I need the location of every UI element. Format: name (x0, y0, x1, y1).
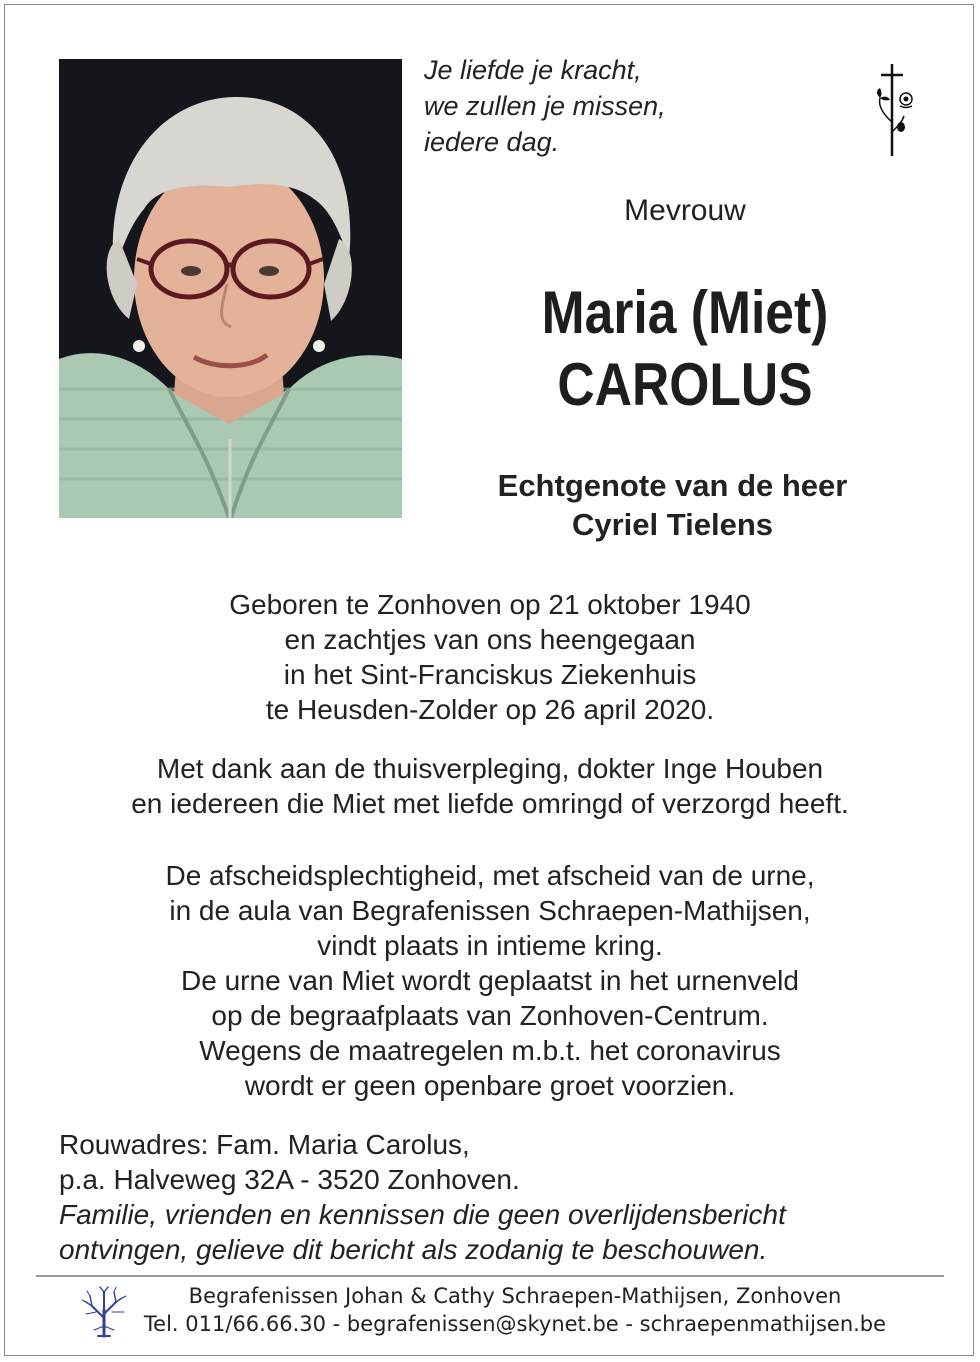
cross-with-flower-icon (868, 62, 918, 158)
bio-line: Geboren te Zonhoven op 21 oktober 1940 (229, 589, 751, 620)
quote-line: we zullen je missen, (424, 91, 666, 121)
ceremony-line: De afscheidsplechtigheid, met afscheid van de urne, (165, 860, 815, 891)
spouse-line: Echtgenote van de heer (497, 468, 848, 503)
bio-line: in het Sint-Franciskus Ziekenhuis (283, 659, 697, 690)
footer-divider (36, 1275, 944, 1277)
spouse-name: Cyriel Tielens (571, 507, 774, 542)
quote-line: iedere dag. (424, 127, 560, 157)
notice-note: ontvingen, gelieve dit bericht als zodanig te beschouwen. (59, 1234, 768, 1265)
deceased-last-name: CAROLUS (557, 351, 813, 418)
deceased-first-name: Maria (Miet) (541, 279, 829, 346)
bio-line: en zachtjes van ons heengegaan (284, 624, 696, 655)
address-line: Rouwadres: Fam. Maria Carolus, (59, 1129, 470, 1160)
tree-icon (80, 1284, 128, 1338)
thanks-paragraph (0, 751, 980, 821)
thanks-line: Met dank aan de thuisverpleging, dokter Inge Houben (156, 753, 824, 784)
portrait-photo (59, 59, 402, 518)
ceremony-line: op de begraafplaats van Zonhoven-Centrum. (211, 1000, 769, 1031)
notice-note: Familie, vrienden en kennissen die geen overlijdensbericht (59, 1199, 786, 1230)
ceremony-line: wordt er geen openbare groet voorzien. (244, 1070, 736, 1101)
birth-death-info (0, 587, 980, 727)
spouse-info (400, 466, 945, 544)
bio-line: te Heusden-Zolder op 26 april 2020. (265, 694, 715, 725)
quote-line: Je liefde je kracht, (424, 55, 642, 85)
funeral-home-contact: Tel. 011/66.66.30 - begrafenissen@skynet.be - schraepenmathijsen.be (143, 1312, 887, 1336)
ceremony-line: Wegens de maatregelen m.b.t. het coronavirus (199, 1035, 781, 1066)
honorific: Mevrouw (624, 194, 746, 227)
funeral-home-name: Begrafenissen Johan & Cathy Schraepen-Mathijsen, Zonhoven (188, 1284, 842, 1308)
ceremony-line: vindt plaats in intieme kring. (317, 930, 663, 961)
ceremony-line: De urne van Miet wordt geplaatst in het urnenveld (181, 965, 799, 996)
address-line: p.a. Halveweg 32A - 3520 Zonhoven. (59, 1164, 520, 1195)
ceremony-line: in de aula van Begrafenissen Schraepen-Mathijsen, (169, 895, 811, 926)
memorial-quote (424, 52, 784, 160)
ceremony-paragraph (0, 858, 980, 1103)
thanks-line: en iedereen die Miet met liefde omringd of verzorgd heeft. (131, 788, 849, 819)
mourning-address (59, 1127, 939, 1267)
